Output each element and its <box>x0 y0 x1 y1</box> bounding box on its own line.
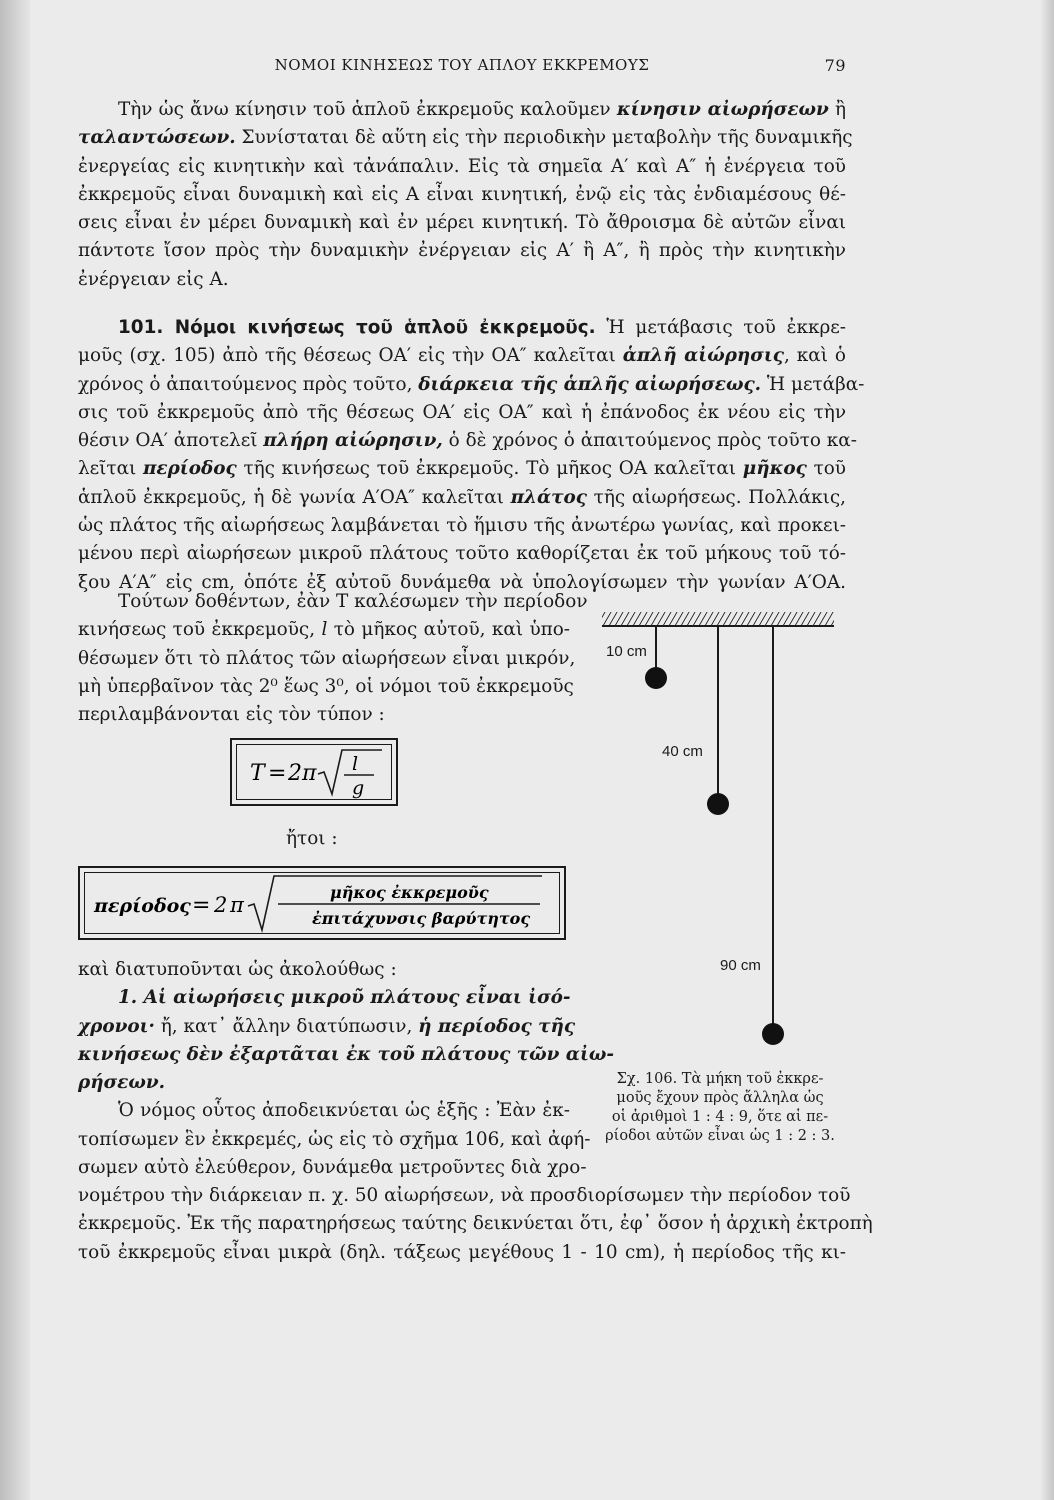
text-line: καὶ διατυποῦνται ὡς ἀκολούθως : <box>78 959 397 980</box>
formula2-den: ἐπιτάχυνσις βαρύτητος <box>312 909 531 928</box>
text-line: μὴ ὑπερβαῖνον τὰς 2⁰ ἕως 3⁰, οἱ νόμοι τοῦ ἐκκρεμοῦς <box>78 675 574 697</box>
formula2-num: μῆκος ἐκκρεμοῦς <box>330 883 489 902</box>
text-line: νομέτρου τὴν διάρκειαν π. χ. 50 αἰωρήσεων, νὰ προσδιορίσωμεν τὴν περίοδον τοῦ <box>78 1185 851 1206</box>
text-line: πάντοτε ἴσον πρὸς τὴν δυναμικὴν ἐνέργειαν εἰς Α′ ἢ Α″, ἢ πρὸς τὴν κινητικὴν <box>78 240 846 262</box>
formula-num: l <box>352 753 359 775</box>
sqrt-sign-icon <box>248 876 542 930</box>
formula2-pi: π <box>230 893 244 917</box>
formula2-lhs: περίοδος <box>94 895 191 917</box>
text-line: ἐκκρεμοῦς. Ἐκ τῆς παρατηρήσεως ταύτης δεικνύεται ὅτι, ἐφ᾿ ὅσον ἡ ἀρχικὴ ἐκτροπὴ <box>78 1213 873 1235</box>
pendulum-bob-10cm <box>645 667 667 689</box>
text-line: μένου περὶ αἰωρήσεων μικροῦ πλάτους τοῦτο καθορίζεται ἐκ τοῦ μήκους τοῦ τό- <box>78 543 846 565</box>
text-line: Τούτων δοθέντων, ἐὰν Τ καλέσωμεν τὴν περίοδον <box>118 591 588 612</box>
formula-den: g <box>352 777 365 799</box>
paragraph-laws <box>78 956 615 1182</box>
paragraph-formula-intro <box>78 588 588 729</box>
pendulum-bob-40cm <box>707 793 729 815</box>
label-90cm: 90 cm <box>720 957 761 974</box>
formula-period-words <box>80 868 564 938</box>
formula-lhs: T <box>250 761 265 786</box>
formula2-coef: 2 <box>214 893 228 917</box>
text-line: μοῦς (σχ. 105) ἀπὸ τῆς θέσεως ΟΑ′ εἰς τὴν ΟΑ″ καλεῖται ἁπλῆ αἰώρησις, καὶ ὁ <box>78 345 846 367</box>
text-line: χρόνος ὁ ἀπαιτούμενος πρὸς τοῦτο, διάρκεια τῆς ἁπλῆς αἰωρήσεως. Ἡ μετάβα- <box>78 373 865 395</box>
book-spine-shadow <box>0 0 30 1500</box>
section-heading: 101. Νόμοι κινήσεως τοῦ ἁπλοῦ ἐκκρεμοῦς. <box>118 317 596 338</box>
caption-line: ρίοδοι αὐτῶν εἶναι ὡς 1 : 2 : 3. <box>605 1128 835 1144</box>
caption-line: οἱ ἀριθμοὶ 1 : 4 : 9, ὅτε αἱ πε- <box>611 1109 829 1125</box>
pendulum-bob-90cm <box>762 1023 784 1045</box>
text-line: Τὴν ὡς ἄνω κίνησιν τοῦ ἁπλοῦ ἐκκρεμοῦς καλοῦμεν κίνησιν αἰωρήσεων ἢ <box>118 99 846 120</box>
page-number: 79 <box>824 56 846 75</box>
running-header <box>78 56 846 80</box>
text-line: ἐκκρεμοῦς εἶναι δυναμικὴ καὶ εἰς Α εἶναι κινητική, ἐνῷ εἰς τὰς ἐνδιαμέσους θέ- <box>78 183 846 205</box>
ceiling-support <box>602 612 834 626</box>
text-line: θέσωμεν ὅτι τὸ πλάτος τῶν αἰωρήσεων εἶναι μικρόν, <box>78 647 576 669</box>
header-title: ΝΟΜΟΙ ΚΙΝΗΣΕΩΣ ΤΟΥ ΑΠΛΟΥ ΕΚΚΡΕΜΟΥΣ <box>274 56 650 74</box>
text-line: σωμεν αὐτὸ ἐλεύθερον, δυνάμεθα μετροῦντες διὰ χρο- <box>78 1157 587 1179</box>
section-101 <box>78 314 865 597</box>
text-line: περιλαμβάνονται εἰς τὸν τύπον : <box>78 704 385 726</box>
text-line: ρήσεων. <box>78 1072 166 1094</box>
text-line: σεις εἶναι ἐν μέρει δυναμικὴ καὶ ἐν μέρει κινητική. Τὸ ἄθροισμα δὲ αὐτῶν εἶναι <box>78 212 846 234</box>
page-edge-shadow <box>1040 0 1054 1500</box>
itoi-label: ἤτοι : <box>286 828 338 849</box>
formula-eq: = <box>268 761 287 786</box>
figure-caption <box>594 1070 846 1146</box>
text-line: χρονοι· ἤ, κατ᾿ ἄλλην διατύπωσιν, ἡ περίοδος τῆς <box>78 1015 576 1037</box>
text-line: ἁπλοῦ ἐκκρεμοῦς, ἡ δὲ γωνία Α′ΟΑ″ καλεῖται πλάτος τῆς αἰωρήσεως. Πολλάκις, <box>78 486 846 508</box>
text-line: τοῦ ἐκκρεμοῦς εἶναι μικρὰ (δηλ. τάξεως μεγέθους 1 - 10 cm), ἡ περίοδος τῆς κι- <box>78 1241 846 1263</box>
paragraph-oscillation <box>78 96 853 294</box>
text-line: ἐνέργειαν εἰς Α. <box>78 268 229 290</box>
formula-period <box>232 740 396 804</box>
label-40cm: 40 cm <box>662 743 703 760</box>
text-line: Ὁ νόμος οὗτος ἀποδεικνύεται ὡς ἑξῆς : Ἐὰν ἐκ- <box>118 1100 570 1122</box>
caption-line: μοῦς ἔχουν πρὸς ἄλληλα ὡς <box>616 1090 824 1106</box>
pendulum-figure <box>596 606 850 1076</box>
text-line: ταλαντώσεων. Συνίσταται δὲ αὕτη εἰς τὴν περιοδικὴν μεταβολὴν τῆς δυναμικῆς <box>78 127 853 149</box>
text-line: κινήσεως δὲν ἐξαρτᾶται ἐκ τοῦ πλάτους τῶν αἰω- <box>78 1043 615 1065</box>
text-line: θέσιν ΟΑ′ ἀποτελεῖ πλήρη αἰώρησιν, ὁ δὲ χρόνος ὁ ἀπαιτούμενος πρὸς τοῦτο κα- <box>78 430 857 452</box>
formula-pi: π <box>302 761 317 786</box>
formula2-eq: = <box>192 893 211 918</box>
text-line: 1. Αἱ αἰωρήσεις μικροῦ πλάτους εἶναι ἰσό- <box>118 987 571 1009</box>
text-line: σις τοῦ ἐκκρεμοῦς ἀπὸ τῆς θέσεως ΟΑ′ εἰς ΟΑ″ καὶ ἡ ἐπάνοδος ἐκ νέου εἰς τὴν <box>78 401 846 423</box>
label-10cm: 10 cm <box>606 643 647 660</box>
paragraph-conclusion <box>78 1182 873 1267</box>
text-line: ξου Α′Α″ εἰς cm, ὁπότε ἐξ αὐτοῦ δυνάμεθα νὰ ὑπολογίσωμεν τὴν γωνίαν Α′ΟΑ. <box>78 571 846 593</box>
formula-coef: 2 <box>288 761 302 786</box>
text-line: λεῖται περίοδος τῆς κινήσεως τοῦ ἐκκρεμοῦς. Τὸ μῆκος ΟΑ καλεῖται μῆκος τοῦ <box>78 458 846 480</box>
text-line: 101. Νόμοι κινήσεως τοῦ ἁπλοῦ ἐκκρεμοῦς. Ἡ μετάβασις τοῦ ἐκκρε- <box>118 317 847 338</box>
formula-period-box <box>230 738 398 806</box>
formula-period-words-box <box>78 866 566 940</box>
sqrt-sign-icon <box>318 750 382 794</box>
text-line: τοπίσωμεν ἓν ἐκκρεμές, ὡς εἰς τὸ σχῆμα 106, καὶ ἀφή- <box>78 1128 591 1150</box>
text-line: ὡς πλάτος τῆς αἰωρήσεως λαμβάνεται τὸ ἥμισυ τῆς ἀνωτέρω γωνίας, καὶ προκει- <box>78 515 846 537</box>
caption-line: Σχ. 106. Τὰ μήκη τοῦ ἐκκρε- <box>616 1071 824 1087</box>
text-line: ἐνεργείας εἰς κινητικὴν καὶ τἀνάπαλιν. Εἰς τὰ σημεῖα Α′ καὶ Α″ ἡ ἐνέργεια τοῦ <box>78 155 846 177</box>
text-line: κινήσεως τοῦ ἐκκρεμοῦς, l τὸ μῆκος αὐτοῦ, καὶ ὑπο- <box>78 619 570 641</box>
